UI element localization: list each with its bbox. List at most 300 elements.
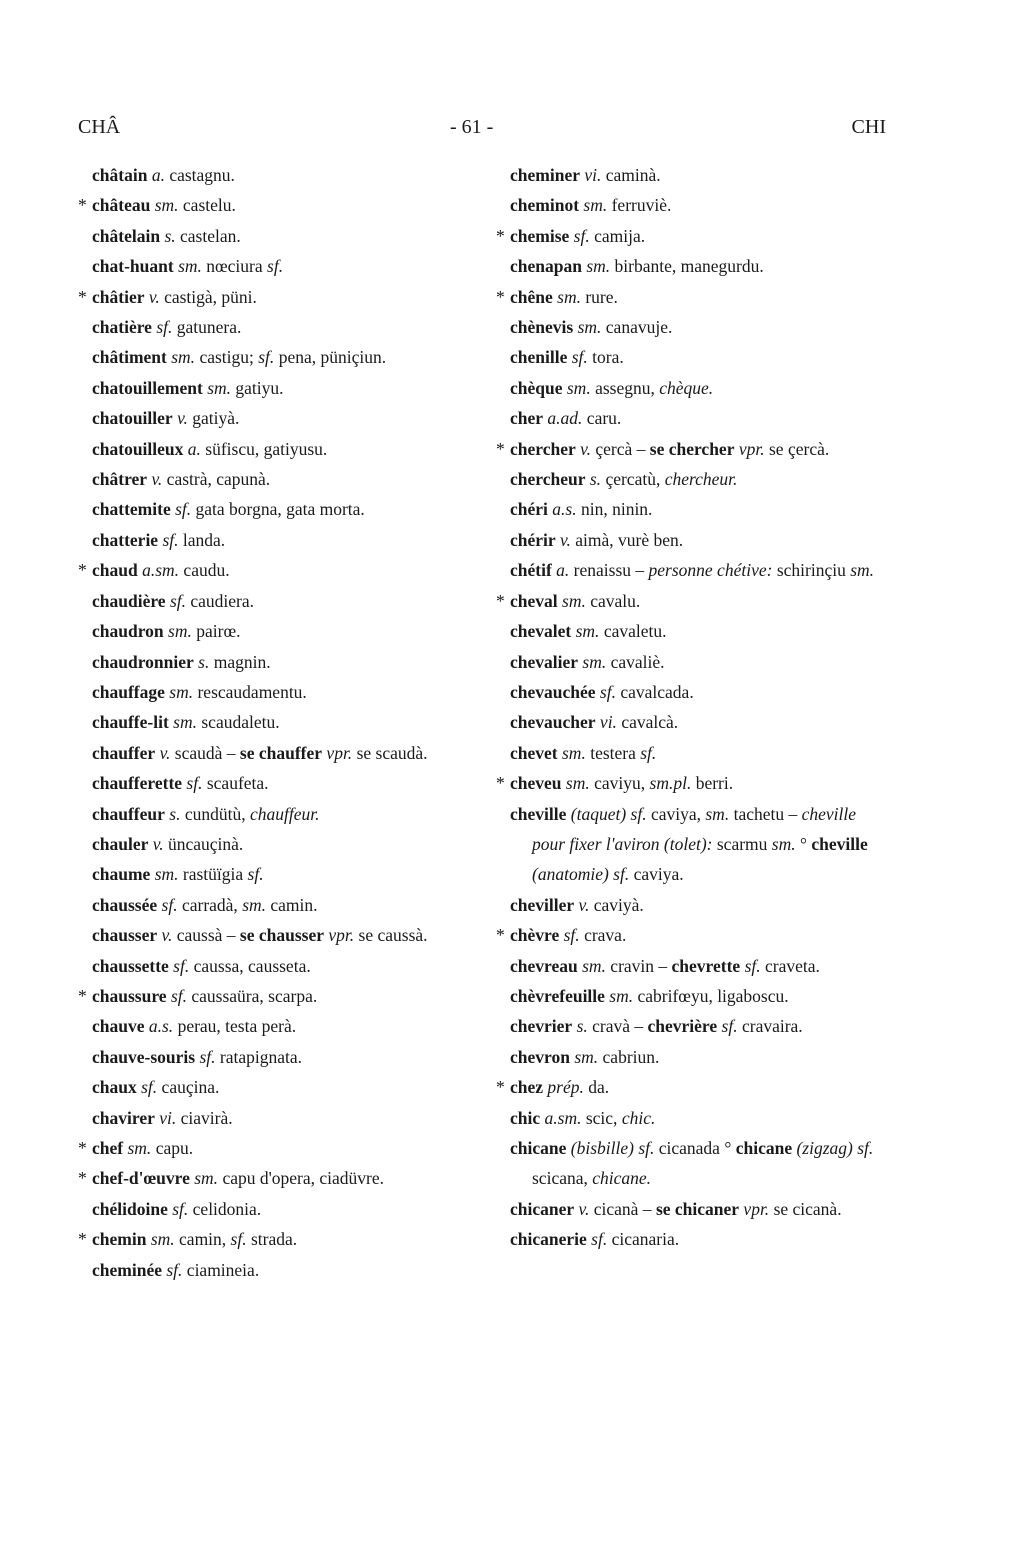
headword: chaume — [92, 864, 151, 885]
translation: cavalcada. — [620, 681, 694, 702]
headword: chauve — [92, 1016, 145, 1037]
dictionary-entry — [92, 403, 476, 433]
translation: strada. — [250, 1229, 298, 1250]
grammar-label: sm. — [850, 560, 875, 581]
translation: çercà – — [595, 438, 646, 459]
grammar-label: sm. — [207, 377, 232, 398]
grammar-label: sm. — [171, 347, 196, 368]
translation: gatiyà. — [192, 408, 240, 429]
grammar-label: sf. — [721, 1016, 738, 1037]
grammar-label: a. — [151, 165, 165, 185]
headword: cher — [510, 408, 544, 429]
dictionary-entry — [78, 1163, 476, 1193]
right-column — [496, 160, 890, 1255]
translation: ratapignata. — [219, 1046, 302, 1067]
dictionary-entry — [510, 403, 890, 433]
headword: chic — [510, 1107, 541, 1128]
headword: chauffeur — [92, 803, 165, 824]
grammar-label: sm. — [771, 833, 796, 854]
headword: chenille — [510, 347, 568, 368]
headword: chatouiller — [92, 408, 173, 429]
headword: chauffe-lit — [92, 712, 169, 733]
dictionary-entry — [510, 1224, 890, 1254]
headword: cheviller — [510, 894, 575, 915]
dictionary-entry — [92, 920, 476, 950]
translation: castelu. — [182, 195, 236, 216]
headword: chènevis — [510, 317, 574, 338]
dictionary-entry — [510, 738, 890, 768]
headword: chevreau — [510, 955, 578, 976]
translation: castagnu. — [169, 165, 235, 185]
grammar-label: sm. — [150, 1229, 175, 1250]
headword: se chicaner — [655, 1198, 740, 1219]
headword: châtier — [92, 286, 145, 307]
dictionary-entry — [496, 1072, 890, 1102]
headword: chevrette — [671, 955, 741, 976]
grammar-label: sf. — [640, 742, 657, 763]
headword: chaussée — [92, 894, 158, 915]
translation: camin. — [270, 894, 318, 915]
headword: chaufferette — [92, 773, 183, 794]
dictionary-entry — [496, 434, 890, 464]
dictionary-entry — [78, 555, 476, 585]
translation: birbante, manegurdu. — [614, 256, 764, 277]
dictionary-entry — [92, 616, 476, 646]
headword: se chercher — [649, 438, 735, 459]
dictionary-entry — [510, 342, 890, 372]
grammar-label: sm. — [582, 955, 606, 976]
translation: gatunera. — [176, 317, 242, 338]
headword: chatière — [92, 317, 152, 338]
dictionary-entry — [510, 251, 890, 281]
grammar-label: chicane. — [592, 1168, 652, 1189]
asterisk-marker: * — [78, 1229, 87, 1250]
dictionary-entry — [78, 1133, 476, 1163]
dictionary-entry — [510, 1042, 890, 1072]
grammar-label: s. — [169, 803, 181, 824]
grammar-label: sm. — [557, 286, 581, 307]
translation: caviyà. — [593, 894, 644, 915]
headword: chevron — [510, 1046, 570, 1067]
headword: chavirer — [92, 1107, 155, 1128]
dictionary-entry — [510, 1194, 890, 1224]
translation: çercatù, — [605, 469, 661, 490]
grammar-label: sf. — [571, 347, 588, 368]
headword: chercheur — [510, 469, 586, 490]
headword: chêne — [510, 286, 553, 307]
asterisk-marker: * — [496, 438, 505, 459]
translation: schirinçiu — [776, 560, 846, 581]
grammar-label: sf. — [161, 894, 178, 915]
headword: cheminot — [510, 195, 580, 216]
page-header — [78, 116, 886, 146]
translation: caussaüra, scarpa. — [191, 985, 318, 1006]
dictionary-entry — [510, 160, 890, 190]
dictionary-entry — [92, 799, 476, 829]
dictionary-entry — [92, 494, 476, 524]
dictionary-entry — [78, 981, 476, 1011]
grammar-label: sf. — [267, 256, 284, 277]
headword: chatouillement — [92, 377, 203, 398]
grammar-label: sf. — [247, 864, 264, 885]
grammar-label: s. — [576, 1016, 588, 1037]
translation: carradà, — [181, 894, 238, 915]
grammar-label: prép. — [547, 1077, 584, 1098]
translation: ciamineia. — [186, 1259, 260, 1280]
dictionary-entry — [496, 768, 890, 798]
grammar-label: v. — [159, 742, 171, 763]
headword: se chauffer — [239, 742, 323, 763]
translation: scic, — [585, 1107, 618, 1128]
dictionary-entry — [510, 373, 890, 403]
dictionary-entry — [92, 1011, 476, 1041]
dictionary-entry — [510, 190, 890, 220]
translation: cavalu. — [590, 590, 641, 611]
headword: chatouilleux — [92, 438, 184, 459]
asterisk-marker: * — [78, 286, 87, 307]
headword: chez — [510, 1077, 544, 1098]
translation: cicanà – — [593, 1198, 652, 1219]
headword: chatterie — [92, 529, 159, 550]
grammar-label: v. — [578, 894, 590, 915]
grammar-label: a.s. — [148, 1016, 174, 1037]
grammar-label: (bisbille) sf. — [570, 1138, 655, 1158]
translation: cavaliè. — [610, 651, 665, 672]
dictionary-entry — [510, 951, 890, 981]
dictionary-entry — [496, 586, 890, 616]
headword: chaudronnier — [92, 651, 194, 672]
translation: canavuje. — [605, 317, 673, 338]
headword: chaussette — [92, 955, 169, 976]
grammar-label: a. — [556, 560, 570, 581]
dictionary-entry — [92, 951, 476, 981]
translation: rure. — [585, 286, 618, 307]
translation: nin, ninin. — [580, 499, 653, 520]
grammar-label: sm. — [154, 195, 179, 216]
grammar-label: vi. — [159, 1107, 177, 1128]
grammar-label: a.sm. — [544, 1107, 582, 1128]
dictionary-entry — [92, 1072, 476, 1102]
grammar-label: sf. — [186, 773, 203, 794]
translation: se cicanà. — [773, 1198, 842, 1219]
dictionary-entry — [510, 525, 890, 555]
grammar-label: sf. — [141, 1077, 158, 1098]
headword: châtiment — [92, 347, 167, 368]
headword: chef — [92, 1138, 124, 1158]
headword: chat-huant — [92, 256, 174, 277]
grammar-label: sm. — [566, 377, 591, 398]
grammar-label: sm. — [562, 742, 586, 763]
translation: süfiscu, gatiyusu. — [205, 438, 328, 459]
dictionary-entry — [510, 707, 890, 737]
translation: crava. — [584, 925, 627, 946]
dictionary-entry — [92, 342, 476, 372]
headword: chevauchée — [510, 681, 596, 702]
translation: cravin – — [610, 955, 668, 976]
translation: castigà, püni. — [164, 286, 257, 307]
headword: chèvrefeuille — [510, 985, 605, 1006]
grammar-label: v. — [161, 925, 173, 946]
translation: castelan. — [180, 225, 241, 246]
translation: gatiyu. — [235, 377, 284, 398]
asterisk-marker: * — [496, 925, 505, 946]
dictionary-entry — [92, 464, 476, 494]
translation: da. — [588, 1077, 610, 1098]
grammar-label: sm. — [242, 894, 267, 915]
grammar-label: sf. — [166, 1259, 183, 1280]
grammar-label: sm. — [565, 773, 590, 794]
translation: cravà – — [592, 1016, 644, 1037]
asterisk-marker: * — [78, 560, 87, 581]
dictionary-entry — [92, 738, 476, 768]
dictionary-entry — [92, 1194, 476, 1224]
translation: aimà, vurè ben. — [575, 529, 684, 550]
grammar-label: sm. — [178, 256, 202, 277]
grammar-label: personne chétive: — [648, 560, 773, 581]
translation: landa. — [182, 529, 226, 550]
grammar-label: sm. — [583, 195, 608, 216]
translation: nœciura — [206, 256, 263, 277]
grammar-label: sf. — [170, 985, 187, 1006]
dictionary-entry — [92, 1042, 476, 1072]
headword: cheville — [510, 803, 567, 824]
headword: chevrier — [510, 1016, 573, 1037]
grammar-label: vpr. — [328, 925, 355, 946]
translation: celidonia. — [192, 1198, 262, 1219]
grammar-label: sm. — [577, 317, 602, 338]
dictionary-entry — [510, 464, 890, 494]
translation: camija. — [594, 225, 646, 246]
headword: chercher — [510, 438, 576, 459]
translation: renaissu – — [573, 560, 645, 581]
grammar-label: sm. — [169, 681, 194, 702]
dictionary-entry — [496, 221, 890, 251]
headword: cheville — [811, 833, 868, 854]
headword: chétif — [510, 560, 552, 581]
headword: chélidoine — [92, 1198, 168, 1219]
translation: cavaletu. — [603, 621, 667, 642]
grammar-label: sf. — [563, 925, 580, 946]
grammar-label: chercheur. — [664, 469, 738, 490]
asterisk-marker: * — [496, 225, 505, 246]
headword: chauffer — [92, 742, 156, 763]
grammar-label: vi. — [599, 712, 617, 733]
grammar-label: sf. — [169, 590, 187, 611]
grammar-label: v. — [151, 469, 163, 490]
grammar-label: vpr. — [326, 742, 353, 763]
translation: cicanaria. — [611, 1229, 680, 1250]
translation: craveta. — [765, 955, 820, 976]
asterisk-marker: * — [496, 286, 505, 307]
dictionary-entry — [510, 981, 890, 1011]
grammar-label: chauffeur. — [249, 803, 320, 824]
headword: cheminer — [510, 165, 580, 185]
translation: cundütù, — [184, 803, 246, 824]
dictionary-entry — [496, 282, 890, 312]
dictionary-entry — [92, 707, 476, 737]
grammar-label: a.s. — [552, 499, 577, 520]
translation: caudiera. — [190, 590, 255, 611]
translation: berri. — [695, 773, 734, 794]
grammar-label: sf. — [599, 681, 616, 702]
grammar-label: a. — [187, 438, 201, 459]
grammar-label: sm. — [168, 621, 192, 642]
dictionary-entry — [92, 586, 476, 616]
translation: tachetu – — [733, 803, 798, 824]
grammar-label: v. — [177, 408, 188, 429]
headword: chéri — [510, 499, 548, 520]
page-number: - 61 - — [450, 116, 494, 138]
grammar-label: sm. — [586, 256, 611, 277]
grammar-label: s. — [589, 469, 602, 490]
grammar-label: (anatomie) sf. — [532, 864, 630, 885]
headword: chaussure — [92, 985, 167, 1006]
translation: cabrifœyu, ligaboscu. — [637, 985, 789, 1006]
translation: castigu; — [199, 347, 254, 368]
headword: chauve-souris — [92, 1046, 196, 1067]
dictionary-entry — [92, 373, 476, 403]
translation: caru. — [586, 408, 622, 429]
asterisk-marker: * — [78, 1138, 87, 1158]
asterisk-marker: * — [496, 590, 505, 611]
translation: üncauçinà. — [167, 833, 244, 854]
translation: caminà. — [605, 165, 661, 185]
grammar-label: sf. — [744, 955, 761, 976]
translation: caussa, causseta. — [193, 955, 311, 976]
translation: castrà, capunà. — [166, 469, 271, 490]
translation: caviya, — [650, 803, 701, 824]
headword: se chausser — [239, 925, 325, 946]
asterisk-marker: * — [78, 195, 87, 216]
grammar-label: sm. — [127, 1138, 152, 1158]
translation: se scaudà. — [356, 742, 428, 763]
asterisk-marker: * — [78, 985, 87, 1006]
translation: testera — [590, 742, 636, 763]
headword: chevalet — [510, 621, 572, 642]
headword: chicane — [510, 1138, 567, 1158]
headword: chevrière — [647, 1016, 718, 1037]
dictionary-entry — [510, 1133, 890, 1194]
translation: magnin. — [213, 651, 271, 672]
translation: se caussà. — [358, 925, 428, 946]
dictionary-entry — [496, 920, 890, 950]
translation: cicanada ° — [658, 1138, 732, 1158]
grammar-label: v. — [580, 438, 591, 459]
dictionary-entry — [510, 890, 890, 920]
translation: ° — [800, 833, 807, 854]
headword: chevaucher — [510, 712, 596, 733]
grammar-label: sm. — [705, 803, 730, 824]
translation: scaudaletu. — [201, 712, 280, 733]
translation: ferruviè. — [611, 195, 672, 216]
grammar-label: a.sm. — [142, 560, 180, 581]
headword: cheminée — [92, 1259, 162, 1280]
headword: chaudière — [92, 590, 166, 611]
translation: rescaudamentu. — [197, 681, 307, 702]
grammar-label: sm. — [574, 1046, 599, 1067]
grammar-label: sm. — [582, 651, 607, 672]
grammar-label: (zigzag) sf. — [796, 1138, 874, 1158]
headword: chef-d'œuvre — [92, 1168, 190, 1189]
dictionary-entry — [92, 1255, 476, 1285]
grammar-label: sf. — [162, 529, 179, 550]
grammar-label: sf. — [258, 347, 275, 368]
headword: châtelain — [92, 225, 161, 246]
asterisk-marker: * — [496, 1077, 505, 1098]
headword: chaud — [92, 560, 138, 581]
headword: chemin — [92, 1229, 147, 1250]
translation: scaudà – — [174, 742, 236, 763]
headword: chevet — [510, 742, 558, 763]
translation: caudu. — [183, 560, 230, 581]
translation: scicana, — [532, 1168, 588, 1189]
translation: rastüïgia — [182, 864, 244, 885]
headword: chenapan — [510, 256, 582, 277]
dictionary-entry — [510, 799, 890, 890]
grammar-label: v. — [148, 286, 160, 307]
headword: chemise — [510, 225, 570, 246]
translation: cauçina. — [161, 1077, 220, 1098]
dictionary-entry — [510, 555, 890, 585]
dictionary-entry — [92, 312, 476, 342]
grammar-label: vpr. — [738, 438, 765, 459]
headword: chattemite — [92, 499, 171, 520]
grammar-label: cheville pour fixer l'aviron (tolet): — [532, 803, 857, 854]
headword: chicane — [735, 1138, 793, 1158]
dictionary-entry — [78, 1224, 476, 1254]
grammar-label: sf. — [156, 317, 173, 338]
grammar-label: (taquet) sf. — [570, 803, 647, 824]
grammar-label: v. — [560, 529, 571, 550]
dictionary-entry — [92, 525, 476, 555]
asterisk-marker: * — [78, 1168, 87, 1189]
dictionary-entry — [92, 434, 476, 464]
headword: chevalier — [510, 651, 579, 672]
grammar-label: chèque. — [659, 377, 714, 398]
dictionary-entry — [78, 282, 476, 312]
grammar-label: sf. — [591, 1229, 608, 1250]
headword: cheval — [510, 590, 558, 611]
grammar-label: sf. — [573, 225, 590, 246]
translation: pairœ. — [196, 621, 241, 642]
translation: se çercà. — [769, 438, 830, 459]
grammar-label: sm. — [609, 985, 634, 1006]
headword: cheveu — [510, 773, 562, 794]
headword: chèque — [510, 377, 563, 398]
asterisk-marker: * — [496, 773, 505, 794]
grammar-label: sm.pl. — [649, 773, 692, 794]
translation: scarmu — [716, 833, 768, 854]
dictionary-entry — [92, 859, 476, 889]
grammar-label: s. — [198, 651, 210, 672]
translation: cabriun. — [602, 1046, 660, 1067]
translation: assegnu, — [595, 377, 655, 398]
dictionary-entry — [510, 1103, 890, 1133]
dictionary-entry — [78, 190, 476, 220]
dictionary-entry — [510, 677, 890, 707]
dictionary-entry — [92, 221, 476, 251]
grammar-label: sf. — [173, 955, 190, 976]
headword: châtain — [92, 165, 148, 185]
translation: caviyu, — [594, 773, 646, 794]
headword: chaudron — [92, 621, 164, 642]
headword: chauler — [92, 833, 149, 854]
headword: châtrer — [92, 469, 148, 490]
grammar-label: vi. — [584, 165, 602, 185]
headword: chausser — [92, 925, 158, 946]
headword: château — [92, 195, 151, 216]
dictionary-entry — [92, 890, 476, 920]
